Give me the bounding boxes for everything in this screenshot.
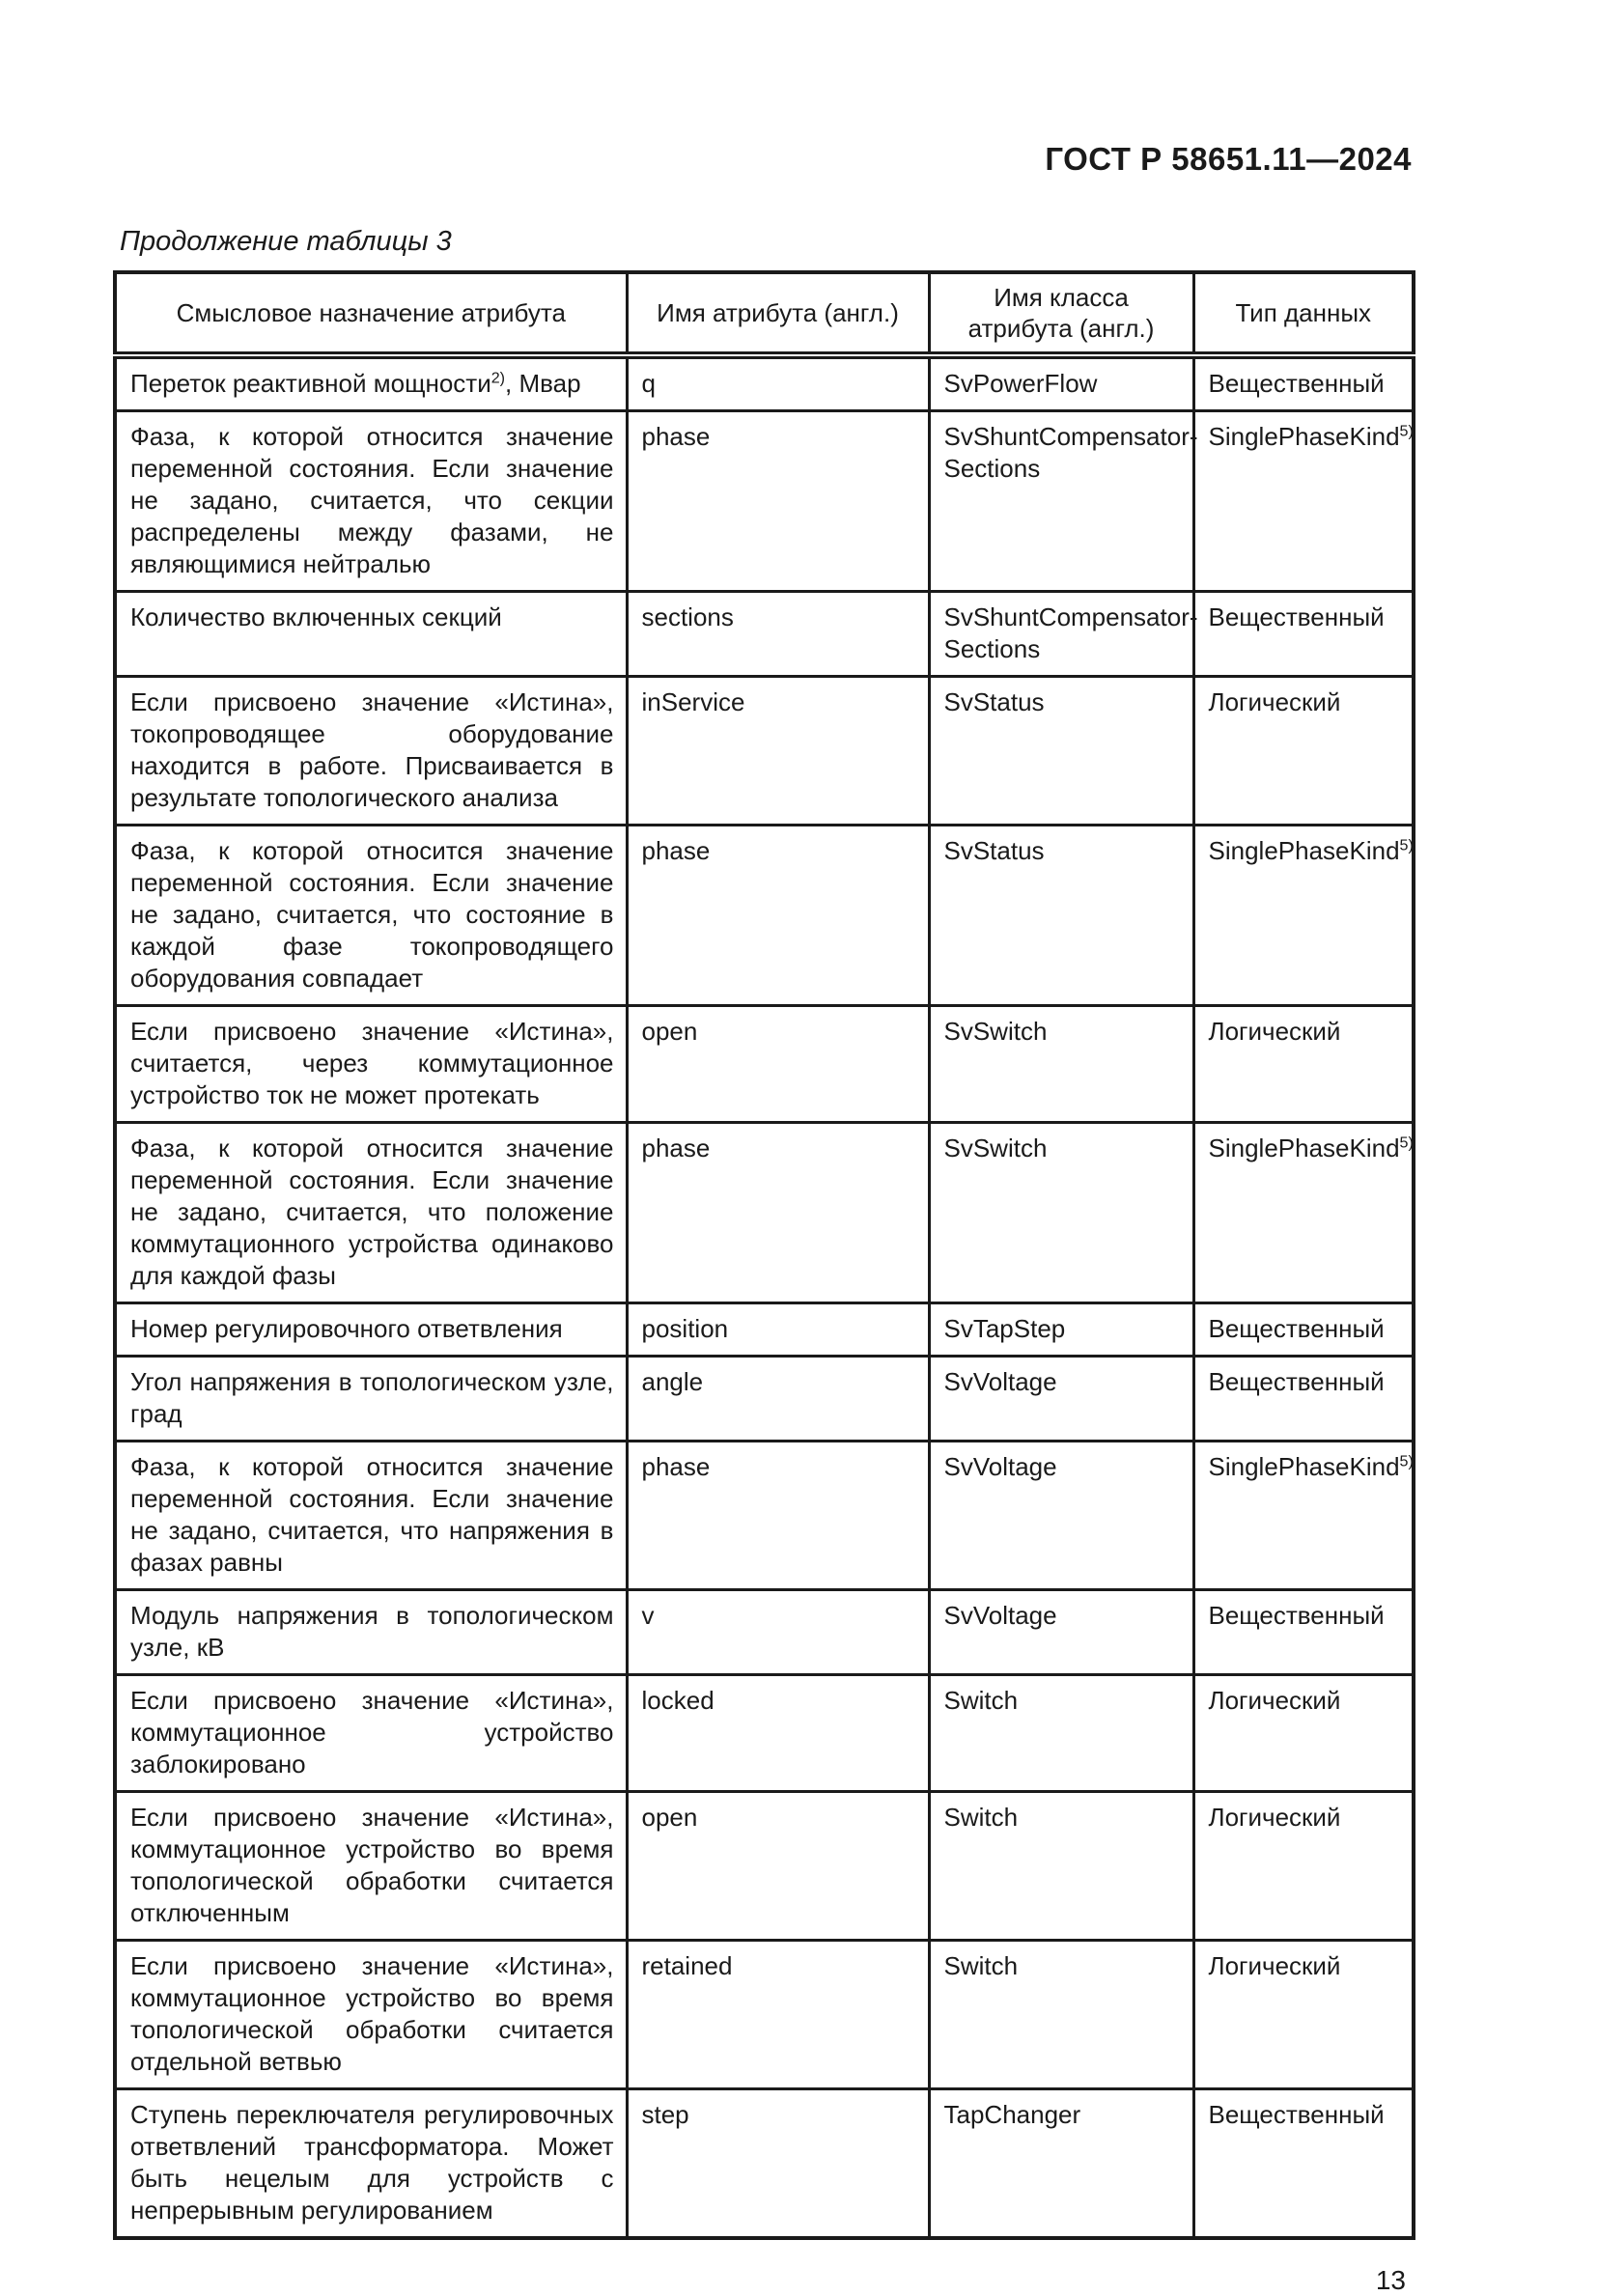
cell-class-name: SvVoltage (929, 1442, 1193, 1590)
table-row (115, 1357, 1414, 1442)
cell-attr-name: phase (627, 1442, 929, 1590)
cell-data-type: SinglePhaseKind$^{5)}$ (1193, 1123, 1414, 1303)
column-header-attr-name: Имя атрибута (англ.) (627, 272, 929, 355)
cell-data-type: Вещественный (1193, 1303, 1414, 1357)
page-content (113, 0, 1412, 2296)
cell-class-name: SvPowerFlow (929, 355, 1193, 411)
table-caption: Продолжение таблицы 3 (120, 226, 452, 257)
cell-purpose: Номер регулировочного ответвления (115, 1303, 627, 1357)
attributes-table (113, 270, 1415, 2240)
table-row (115, 1123, 1414, 1303)
cell-data-type: Вещественный (1193, 355, 1414, 411)
table-row (115, 411, 1414, 592)
cell-data-type: Логический (1193, 1675, 1414, 1792)
column-header-class-name: Имя класса атрибута (англ.) (929, 272, 1193, 355)
cell-attr-name: v (627, 1590, 929, 1675)
cell-data-type: SinglePhaseKind$^{5)}$ (1193, 826, 1414, 1006)
table-row (115, 826, 1414, 1006)
cell-class-name: SvStatus (929, 826, 1193, 1006)
cell-data-type: Логический (1193, 1792, 1414, 1941)
column-header-purpose: Смысловое назначение атрибута (115, 272, 627, 355)
cell-attr-name: retained (627, 1941, 929, 2089)
cell-attr-name: q (627, 355, 929, 411)
cell-class-name: Switch (929, 1941, 1193, 2089)
table-row (115, 1590, 1414, 1675)
cell-purpose: Если присвоено значение «Истина», коммутационное устройство во время топологической обработки считается отключенным (115, 1792, 627, 1941)
column-header-data-type: Тип данных (1193, 272, 1414, 355)
table-row (115, 1303, 1414, 1357)
cell-attr-name: open (627, 1006, 929, 1123)
cell-attr-name: phase (627, 411, 929, 592)
table-row (115, 592, 1414, 677)
cell-purpose: Угол напряжения в топологическом узле, град (115, 1357, 627, 1442)
table-row (115, 2089, 1414, 2239)
cell-class-name: SvSwitch (929, 1123, 1193, 1303)
cell-attr-name: sections (627, 592, 929, 677)
cell-purpose: Количество включенных секций (115, 592, 627, 677)
table-row (115, 1675, 1414, 1792)
cell-data-type: Вещественный (1193, 1590, 1414, 1675)
cell-data-type: Логический (1193, 1006, 1414, 1123)
cell-purpose: Если присвоено значение «Истина», токопроводящее оборудование находится в работе. Присваивается в результате топологического анализа (115, 677, 627, 826)
table-head (115, 272, 1414, 355)
doc-code-header: ГОСТ Р 58651.11—2024 (1045, 141, 1412, 177)
header-row (115, 272, 1414, 355)
cell-purpose: Фаза, к которой относится значение переменной состояния. Если значение не задано, считается, что напряжения в фазах равны (115, 1442, 627, 1590)
cell-data-type: SinglePhaseKind$^{5)}$ (1193, 1442, 1414, 1590)
cell-purpose: Модуль напряжения в топологическом узле, кВ (115, 1590, 627, 1675)
cell-data-type: Логический (1193, 677, 1414, 826)
cell-class-name: SvShuntCompensator-Sections (929, 411, 1193, 592)
table-row (115, 1792, 1414, 1941)
page-number: 13 (1375, 2265, 1406, 2295)
table-row (115, 1006, 1414, 1123)
cell-purpose: Фаза, к которой относится значение переменной состояния. Если значение не задано, считается, что состояние в каждой фазе токопроводящего оборудования совпадает (115, 826, 627, 1006)
cell-class-name: Switch (929, 1675, 1193, 1792)
cell-class-name: SvShuntCompensator-Sections (929, 592, 1193, 677)
cell-attr-name: open (627, 1792, 929, 1941)
cell-data-type: SinglePhaseKind$^{5)}$ (1193, 411, 1414, 592)
cell-class-name: TapChanger (929, 2089, 1193, 2239)
cell-class-name: SvTapStep (929, 1303, 1193, 1357)
table-row (115, 1442, 1414, 1590)
table-row (115, 677, 1414, 826)
cell-data-type: Вещественный (1193, 592, 1414, 677)
cell-class-name: Switch (929, 1792, 1193, 1941)
cell-attr-name: locked (627, 1675, 929, 1792)
cell-attr-name: step (627, 2089, 929, 2239)
cell-purpose: Фаза, к которой относится значение переменной состояния. Если значение не задано, считается, что секции распределены между фазами, не являющимися нейтралью (115, 411, 627, 592)
cell-attr-name: angle (627, 1357, 929, 1442)
cell-attr-name: phase (627, 1123, 929, 1303)
cell-attr-name: phase (627, 826, 929, 1006)
cell-class-name: SvVoltage (929, 1590, 1193, 1675)
table-row (115, 355, 1414, 411)
cell-purpose: Ступень переключателя регулировочных ответвлений трансформатора. Может быть нецелым для устройств с непрерывным регулированием (115, 2089, 627, 2239)
cell-purpose: Если присвоено значение «Истина», считается, через коммутационное устройство ток не может протекать (115, 1006, 627, 1123)
table-row (115, 1941, 1414, 2089)
table-body (115, 355, 1414, 2238)
cell-class-name: SvVoltage (929, 1357, 1193, 1442)
cell-attr-name: position (627, 1303, 929, 1357)
cell-data-type: Логический (1193, 1941, 1414, 2089)
cell-data-type: Вещественный (1193, 1357, 1414, 1442)
cell-data-type: Вещественный (1193, 2089, 1414, 2239)
cell-attr-name: inService (627, 677, 929, 826)
cell-purpose: Если присвоено значение «Истина», коммутационное устройство заблокировано (115, 1675, 627, 1792)
cell-purpose: Фаза, к которой относится значение переменной состояния. Если значение не задано, считается, что положение коммутационного устройства одинаково для каждой фазы (115, 1123, 627, 1303)
cell-class-name: SvSwitch (929, 1006, 1193, 1123)
cell-purpose: Если присвоено значение «Истина», коммутационное устройство во время топологической обработки считается отдельной ветвью (115, 1941, 627, 2089)
cell-class-name: SvStatus (929, 677, 1193, 826)
cell-purpose: Переток реактивной мощности$^{2)}$, Мвар (115, 355, 627, 411)
